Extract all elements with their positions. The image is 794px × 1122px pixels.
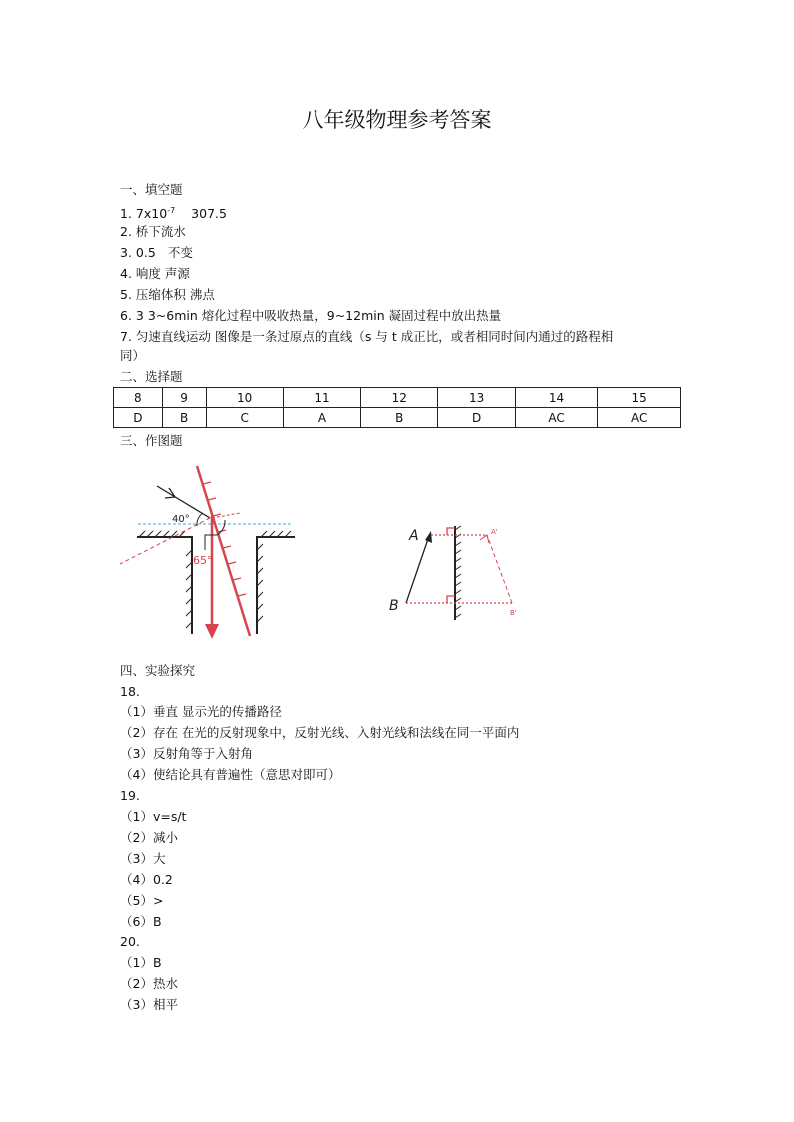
table-cell: D bbox=[114, 408, 163, 428]
table-cell: 15 bbox=[598, 388, 681, 408]
section2-heading: 二、选择题 bbox=[120, 369, 183, 384]
reflection-figure bbox=[115, 458, 315, 648]
answer-table bbox=[113, 387, 681, 428]
q19-item-3: （3）大 bbox=[120, 851, 166, 866]
page-title: 八年级物理参考答案 bbox=[302, 108, 492, 132]
angle-40-label: 40° bbox=[172, 514, 190, 525]
label-a-prime: A' bbox=[491, 528, 498, 536]
table-cell: AC bbox=[598, 408, 681, 428]
table-cell: B bbox=[162, 408, 206, 428]
q19-number: 19. bbox=[120, 788, 140, 803]
q20-item-2: （2）热水 bbox=[120, 976, 178, 991]
q18-item-1: （1）垂直 显示光的传播路径 bbox=[120, 704, 282, 719]
q20-number: 20. bbox=[120, 934, 140, 949]
table-row-numbers bbox=[114, 388, 681, 408]
q3-b: 不变 bbox=[167, 245, 193, 260]
table-cell: AC bbox=[515, 408, 598, 428]
angle-65-label: 65° bbox=[193, 554, 213, 567]
answer-q1 bbox=[120, 203, 227, 222]
table-cell: 13 bbox=[438, 388, 515, 408]
table-cell: B bbox=[361, 408, 438, 428]
q20-item-3: （3）相平 bbox=[120, 997, 178, 1012]
table-cell: A bbox=[283, 408, 360, 428]
q19-item-4: （4）0.2 bbox=[120, 872, 173, 887]
table-row-answers bbox=[114, 408, 681, 428]
table-cell: 8 bbox=[114, 388, 163, 408]
table-cell: 14 bbox=[515, 388, 598, 408]
q19-item-5: （5）> bbox=[120, 893, 164, 908]
section3-heading: 三、作图题 bbox=[120, 433, 183, 448]
q18-number: 18. bbox=[120, 684, 140, 699]
section4-heading: 四、实验探究 bbox=[120, 663, 196, 678]
q19-item-2: （2）减小 bbox=[120, 830, 178, 845]
q3-number: 3. bbox=[120, 245, 132, 260]
q19-item-1: （1）v=s/t bbox=[120, 809, 187, 824]
answer-q7-line1: 7. 匀速直线运动 图像是一条过原点的直线（s 与 t 成正比，或者相同时间内通过的路程相 bbox=[120, 329, 614, 344]
answer-q4: 4. 响度 声源 bbox=[120, 266, 190, 281]
answer-q2: 2. 桥下流水 bbox=[120, 224, 186, 239]
answer-q5: 5. 压缩体积 沸点 bbox=[120, 287, 215, 302]
table-cell: C bbox=[206, 408, 283, 428]
q18-item-4: （4）使结论具有普遍性（意思对即可） bbox=[120, 767, 341, 782]
q1-second: 307.5 bbox=[191, 206, 227, 222]
table-cell: 12 bbox=[361, 388, 438, 408]
answer-q7-line2: 同） bbox=[120, 348, 146, 363]
q19-item-6: （6）B bbox=[120, 914, 162, 929]
q1-number: 1. bbox=[120, 206, 132, 222]
label-a: A bbox=[409, 528, 419, 544]
table-cell: 10 bbox=[206, 388, 283, 408]
q20-item-1: （1）B bbox=[120, 955, 162, 970]
plane-mirror-figure bbox=[385, 518, 535, 628]
label-b: B bbox=[389, 598, 399, 614]
table-cell: 11 bbox=[283, 388, 360, 408]
table-cell: D bbox=[438, 408, 515, 428]
answer-q6: 6. 3 3~6min 熔化过程中吸收热量，9~12min 凝固过程中放出热量 bbox=[120, 308, 502, 323]
q18-item-2: （2）存在 在光的反射现象中，反射光线、入射光线和法线在同一平面内 bbox=[120, 725, 520, 740]
table-cell: 9 bbox=[162, 388, 206, 408]
answer-q3 bbox=[120, 245, 193, 261]
q18-item-3: （3）反射角等于入射角 bbox=[120, 746, 253, 761]
section1-heading: 一、填空题 bbox=[120, 182, 183, 197]
q1-exponent: -7 bbox=[167, 206, 176, 215]
label-b-prime: B' bbox=[510, 609, 517, 617]
q3-a: 0.5 bbox=[135, 245, 156, 260]
q1-base: 7x10 bbox=[135, 206, 168, 222]
